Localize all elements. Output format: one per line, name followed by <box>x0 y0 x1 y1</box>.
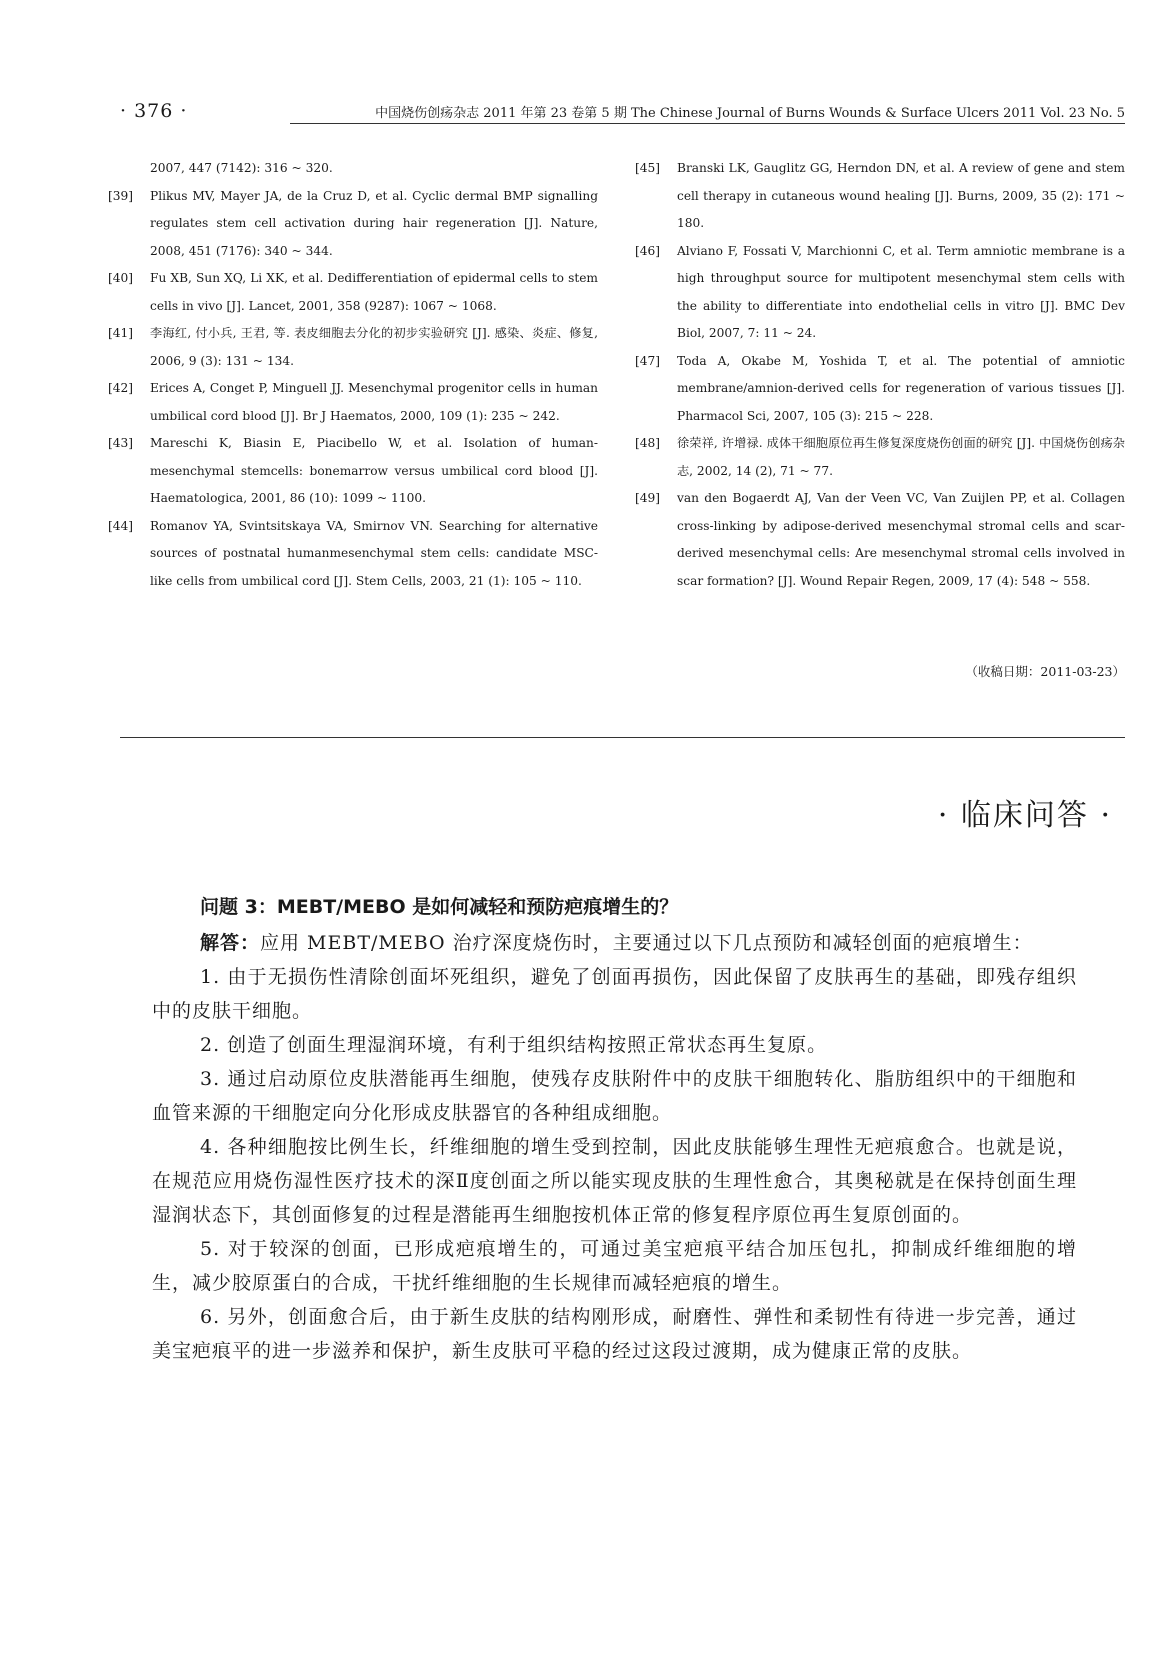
reference-text: Erices A, Conget P, Minguell JJ. Mesenchymal progenitor cells in human umbilical cord blood [J]. Br J Haematos, 2000, 109 (1): 235 ~ 242. <box>150 381 598 423</box>
reference-list-left <box>108 155 598 595</box>
answer-intro-text: 应用 MEBT/MEBO 治疗深度烧伤时，主要通过以下几点预防和减轻创面的疤痕增生： <box>260 932 1033 954</box>
answer-point: 1. 由于无损伤性清除创面坏死组织，避免了创面再损伤，因此保留了皮肤再生的基础，即残存组织中的皮肤干细胞。 <box>152 966 1077 1022</box>
answer-point: 6. 另外，创面愈合后，由于新生皮肤的结构刚形成，耐磨性、弹性和柔韧性有待进一步完善，通过美宝疤痕平的进一步滋养和保护，新生皮肤可平稳的经过这段过渡期，成为健康正常的皮肤。 <box>152 1306 1077 1362</box>
reference-text: Plikus MV, Mayer JA, de la Cruz D, et al. Cyclic dermal BMP signalling regulates stem cell activation during hair regeneration [J]. Nature, 2008, 451 (7176): 340 ~ 344. <box>150 188 598 258</box>
reference-number: [45] <box>635 161 661 175</box>
reference-item <box>108 430 598 513</box>
reference-item <box>108 155 598 183</box>
reference-text: Branski LK, Gauglitz GG, Herndon DN, et al. A review of gene and stem cell therapy in cutaneous wound healing [J]. Burns, 2009, 35 (2): 171 ~ 180. <box>677 161 1125 230</box>
answer-label: 解答： <box>200 932 261 954</box>
answer-point: 2. 创造了创面生理湿润环境，有利于组织结构按照正常状态再生复原。 <box>200 1034 828 1056</box>
reference-list-right <box>635 155 1125 595</box>
qa-section <box>152 890 1077 1368</box>
reference-text: Mareschi K, Biasin E, Piacibello W, et al. Isolation of human-mesenchymal stemcells: bonemarrow versus umbilical cord blood [J]. Haematologica, 2001, 86 (10): 1099 ~ 1100. <box>150 436 598 505</box>
page-header <box>120 100 1125 124</box>
reference-item <box>635 155 1125 238</box>
reference-number: [47] <box>635 353 661 368</box>
reference-item <box>108 375 598 430</box>
reference-item <box>108 183 598 266</box>
running-head: 中国烧伤创疡杂志 2011 年第 23 卷第 5 期 The Chinese Journal of Burns Wounds & Surface Ulcers 2011 Vol. 23 No. 5 <box>290 102 1125 124</box>
reference-number: [42] <box>108 381 134 395</box>
received-date: （收稿日期：2011-03-23） <box>965 664 1125 679</box>
reference-number: [41] <box>108 326 134 340</box>
answer-point: 3. 通过启动原位皮肤潜能再生细胞，使残存皮肤附件中的皮肤干细胞转化、脂肪组织中的干细胞和血管来源的干细胞定向分化形成皮肤器官的各种组成细胞。 <box>152 1068 1077 1124</box>
question-heading: 问题 3：MEBT/MEBO 是如何减轻和预防疤痕增生的？ <box>200 896 679 918</box>
reference-number: [46] <box>635 243 661 258</box>
reference-number: [43] <box>108 436 134 450</box>
reference-item <box>108 513 598 596</box>
reference-item <box>635 348 1125 431</box>
reference-item <box>108 265 598 320</box>
reference-item <box>635 430 1125 485</box>
reference-number: [48] <box>635 436 661 450</box>
answer-intro <box>152 926 1077 960</box>
reference-text: van den Bogaerdt AJ, Van der Veen VC, Van Zuijlen PP, et al. Collagen cross-linking by adipose-derived mesenchymal stromal cells and scar-derived mesenchymal cells: Are mesenchymal stromal cells involved in scar formation? [J]. Wound Repair Regen, 2009, 17 (4): 548 ~ 558. <box>677 491 1125 588</box>
section-title: · 临床问答 · <box>937 798 1112 833</box>
reference-text: Alviano F, Fossati V, Marchionni C, et al. Term amniotic membrane is a high throughput source for multipotent mesenchymal stem cells with the ability to differentiate into endothelial cells in vitro [J]. BMC Dev Biol, 2007, 7: 11 ~ 24. <box>677 243 1125 340</box>
reference-text: Toda A, Okabe M, Yoshida T, et al. The potential of amniotic membrane/amnion-derived cells for regeneration of various tissues [J]. Pharmacol Sci, 2007, 105 (3): 215 ~ 228. <box>677 353 1125 423</box>
answer-point: 4. 各种细胞按比例生长，纤维细胞的增生受到控制，因此皮肤能够生理性无疤痕愈合。也就是说，在规范应用烧伤湿性医疗技术的深Ⅱ度创面之所以能实现皮肤的生理性愈合，其奥秘就是在保持创面生理湿润状态下，其创面修复的过程是潜能再生细胞按机体正常的修复程序原位再生复原创面的。 <box>152 1136 1077 1226</box>
reference-text: 徐荣祥, 许增禄. 成体干细胞原位再生修复深度烧伤创面的研究 [J]. 中国烧伤创疡杂志, 2002, 14 (2), 71 ~ 77. <box>677 436 1125 478</box>
section-divider <box>120 737 1125 738</box>
reference-item <box>108 320 598 375</box>
answer-point: 5. 对于较深的创面，已形成疤痕增生的，可通过美宝疤痕平结合加压包扎，抑制成纤维细胞的增生，减少胶原蛋白的合成，干扰纤维细胞的生长规律而减轻疤痕的增生。 <box>152 1238 1077 1294</box>
reference-number: [40] <box>108 271 134 285</box>
reference-number: [49] <box>635 491 661 505</box>
reference-text: Fu XB, Sun XQ, Li XK, et al. Dedifferentiation of epidermal cells to stem cells in vivo [J]. Lancet, 2001, 358 (9287): 1067 ~ 1068. <box>150 271 598 313</box>
reference-text: Romanov YA, Svintsitskaya VA, Smirnov VN. Searching for alternative sources of postnatal humanmesenchymal stem cells: candidate MSC-like cells from umbilical cord [J]. Stem Cells, 2003, 21 (1): 105 ~ 110. <box>150 518 598 588</box>
reference-number: [39] <box>108 188 134 203</box>
reference-item <box>635 238 1125 348</box>
page-number: · 376 · <box>120 100 188 122</box>
reference-item <box>635 485 1125 595</box>
reference-text: 2007, 447 (7142): 316 ~ 320. <box>150 161 333 175</box>
reference-number: [44] <box>108 518 134 533</box>
reference-text: 李海红, 付小兵, 王君, 等. 表皮细胞去分化的初步实验研究 [J]. 感染、炎症、修复, 2006, 9 (3): 131 ~ 134. <box>150 326 598 368</box>
